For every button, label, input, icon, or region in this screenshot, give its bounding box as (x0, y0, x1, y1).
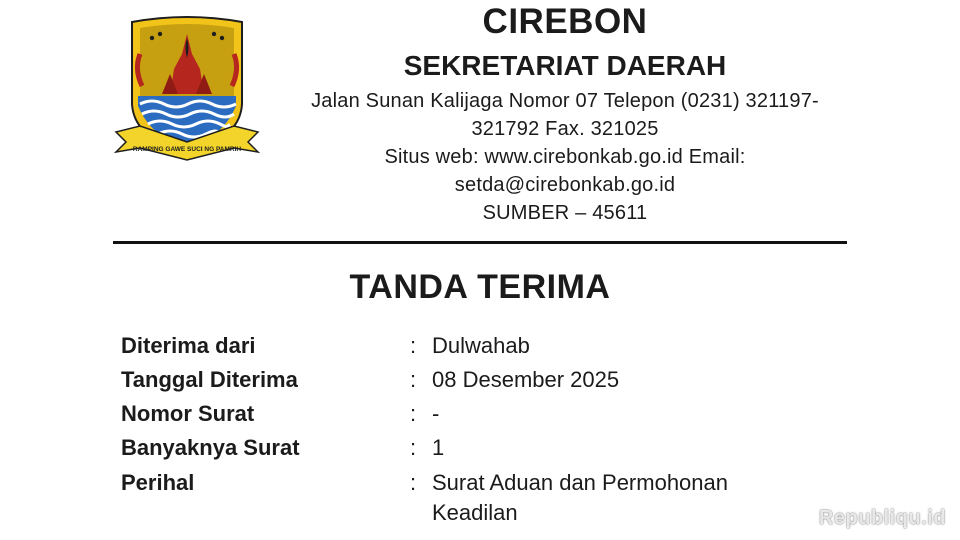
header-department: SEKRETARIAT DAERAH (403, 50, 727, 81)
field-row-letter-number (0, 401, 960, 431)
field-label: Nomor Surat (121, 401, 255, 426)
field-row-date-received (0, 367, 960, 397)
field-value: Dulwahab (432, 333, 530, 358)
field-colon: : (410, 401, 417, 426)
header-address-line-2: 321792 Fax. 321025 (471, 118, 659, 140)
header-postal-line: SUMBER – 45611 (482, 202, 648, 224)
letterhead-divider (113, 241, 847, 244)
header-website-line: Situs web: www.cirebonkab.go.id Email: (384, 146, 746, 168)
watermark-text: Republiqu.id (818, 507, 946, 529)
field-value-continued: Keadilan (432, 500, 518, 525)
field-value: - (432, 401, 440, 426)
field-row-subject (0, 470, 960, 532)
field-row-received-from (0, 333, 960, 363)
field-row-letter-count (0, 435, 960, 465)
header-address-line-1: Jalan Sunan Kalijaga Nomor 07 Telepon (0231) 321197- (311, 90, 819, 112)
header-city: CIREBON (482, 2, 648, 41)
field-colon: : (410, 367, 417, 392)
field-label: Tanggal Diterima (121, 367, 298, 392)
field-value: Surat Aduan dan Permohonan (432, 470, 729, 495)
header-email-line: setda@cirebonkab.go.id (454, 174, 676, 196)
document-title: TANDA TERIMA (349, 268, 611, 306)
field-colon: : (410, 333, 417, 358)
field-colon: : (410, 435, 417, 460)
field-label: Diterima dari (121, 333, 256, 358)
cirebon-regency-emblem-icon (112, 14, 262, 166)
field-colon: : (410, 470, 417, 495)
field-value: 08 Desember 2025 (432, 367, 620, 392)
svg-text:RAMPING GAWE SUCI NG PAMRIH: RAMPING GAWE SUCI NG PAMRIH (132, 146, 242, 153)
field-value: 1 (432, 435, 445, 460)
field-label: Perihal (121, 470, 195, 495)
field-label: Banyaknya Surat (121, 435, 300, 460)
